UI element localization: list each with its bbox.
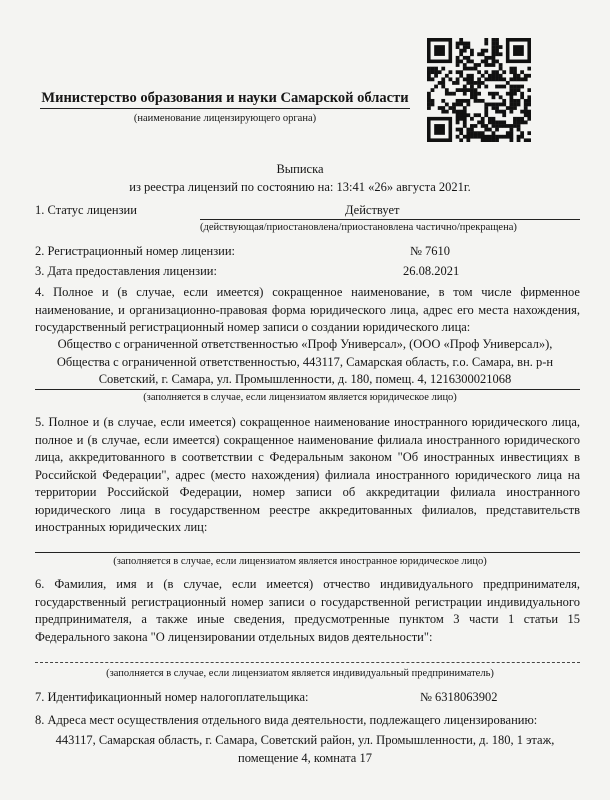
document-subtitle: из реестра лицензий по состоянию на: 13:41 «26» августа 2021г. bbox=[129, 180, 471, 194]
ministry-name: Министерство образования и науки Самарской области bbox=[40, 90, 410, 109]
item6-text: 6. Фамилия, имя и (в случае, если имеется) отчество индивидуального предпринимателя, государственный регистрационный номер записи о государственной регистрации индивидуального предпринимателя, а также иные сведения, предусмотренные пунктом 3 части 1 статьи 15 Федерального закона "О лицензировании отдельных видов деятельности": bbox=[35, 577, 580, 644]
inn-value: № 6318063902 bbox=[420, 690, 498, 704]
activity-address-label: 8. Адреса мест осуществления отдельного вида деятельности, подлежащего лицензированию: bbox=[35, 713, 538, 727]
license-status-caption: (действующая/приостановлена/приостановлена частично/прекращена) bbox=[200, 222, 517, 233]
legal-entity-line: Общества с ограниченной ответственностью, 443117, Самарская область, г.о. Самара, вн. р-н bbox=[56, 354, 554, 369]
activity-address-line: помещение 4, комната 17 bbox=[238, 750, 372, 765]
inn-label: 7. Идентификационный номер налогоплательщика: bbox=[35, 690, 309, 704]
item5-text: 5. Полное и (в случае, если имеется) сокращенное наименование иностранного юридического лица, полное и (в случае, если имеется) сокращенное наименование филиала иностранного юридического лица, аккредитованного в соответствии с Федеральным законом "Об иностранных инвестициях в Российской Федерации", адрес (место нахождения) филиала иностранного юридического лица на территории Российской Федерации, номер записи об аккредитации филиала иностранного юридического лица в государственном реестре аккредитованных филиалов, представительств иностранных юридических лиц: bbox=[35, 415, 580, 534]
issue-date-label: 3. Дата предоставления лицензии: bbox=[35, 264, 217, 278]
ministry-caption: (наименование лицензирующего органа) bbox=[133, 113, 317, 124]
item4-underline bbox=[35, 389, 580, 390]
qr-code-icon[interactable] bbox=[427, 38, 531, 142]
registration-number-value: № 7610 bbox=[410, 244, 451, 258]
legal-entity-line: Общество с ограниченной ответственностью «Проф Универсал», (ООО «Проф Универсал»), bbox=[57, 337, 553, 351]
license-status-value: Действует bbox=[345, 203, 400, 217]
item4-caption: (заполняется в случае, если лицензиатом является юридическое лицо) bbox=[143, 392, 457, 403]
item6-caption: (заполняется в случае, если лицензиатом является индивидуальный предприниматель) bbox=[106, 668, 494, 679]
activity-address bbox=[15, 732, 595, 767]
item6-underline bbox=[35, 662, 580, 663]
item4-text: 4. Полное и (в случае, если имеется) сокращенное наименование, в том числе фирменное наименование, и организационно-правовая форма юридического лица, адрес его места нахождения, государственный регистрационный номер записи о создании юридического лица: bbox=[35, 285, 580, 334]
registration-number-label: 2. Регистрационный номер лицензии: bbox=[35, 244, 236, 258]
activity-address-line: 443117, Самарская область, г. Самара, Советский район, ул. Промышленности, д. 180, 1 этаж, bbox=[55, 733, 555, 747]
item5-underline bbox=[35, 552, 580, 553]
legal-entity-line: Советский, г. Самара, ул. Промышленности, д. 180, помещ. 4, 1216300021068 bbox=[98, 372, 512, 386]
issue-date-value: 26.08.2021 bbox=[403, 264, 460, 278]
status-underline bbox=[200, 219, 580, 220]
document-title: Выписка bbox=[276, 162, 324, 176]
legal-entity-details bbox=[15, 336, 595, 389]
item5-caption: (заполняется в случае, если лицензиатом является иностранное юридическое лицо) bbox=[113, 556, 487, 567]
license-status-label: 1. Статус лицензии bbox=[35, 203, 137, 217]
